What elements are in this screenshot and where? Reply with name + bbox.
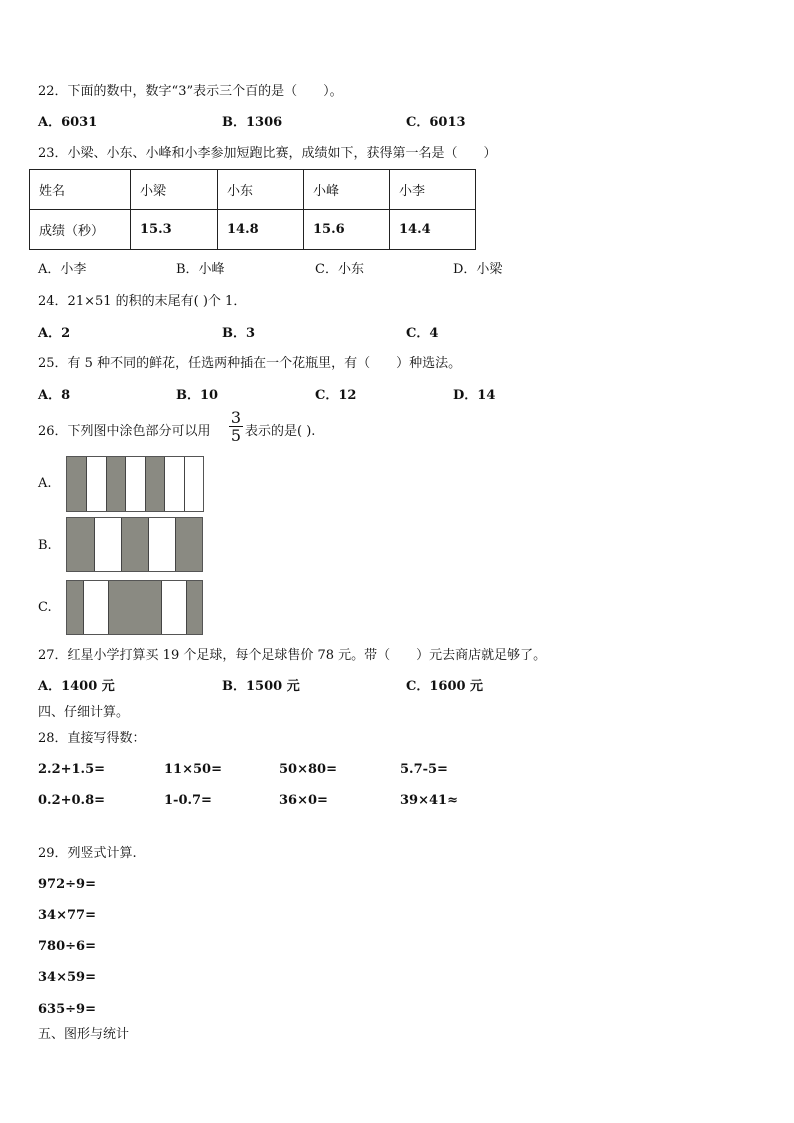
strip-divider (121, 518, 122, 571)
table-cell: 15.3 (131, 210, 218, 250)
q29-item: 34×59= (38, 970, 96, 985)
fraction-three-fifths (229, 409, 243, 444)
q25-option-b: B．10 (176, 388, 219, 403)
q24-stem: 24．21×51 的积的末尾有( )个 1． (38, 294, 247, 309)
table-row (30, 170, 476, 210)
strip-divider (83, 581, 84, 634)
q26-option-a-label: A. (38, 476, 52, 491)
strip-divider (106, 457, 107, 511)
q26-stem-suffix: 表示的是( ). (245, 424, 316, 439)
q23-option-d: D．小梁 (453, 262, 503, 277)
q22-stem: 22．下面的数中，数字“3”表示三个百的是（ ）。 (38, 84, 343, 99)
strip-divider (184, 457, 185, 511)
strip-divider (175, 518, 176, 571)
q26-figure-b (66, 517, 203, 572)
table-cell: 成绩（秒） (30, 210, 131, 250)
q26-figure-a (66, 456, 204, 512)
q27-option-b: B．1500 元 (222, 679, 300, 694)
strip-divider (161, 581, 162, 634)
q26-figure-c (66, 580, 203, 635)
strip-divider (125, 457, 126, 511)
q28-stem: 28．直接写得数： (38, 731, 146, 746)
q26-stem-prefix: 26．下列图中涂色部分可以用 (38, 424, 211, 439)
q23-option-a: A．小李 (38, 262, 87, 277)
q28-item: 50×80= (279, 762, 337, 777)
q23-option-c: C．小东 (315, 262, 364, 277)
table-cell: 小峰 (304, 170, 390, 210)
shaded-strip (108, 581, 161, 634)
q28-item: 1-0.7= (164, 793, 212, 808)
table-cell: 15.6 (304, 210, 390, 250)
fraction-numerator: 3 (230, 408, 242, 427)
q23-stem: 23．小梁、小东、小峰和小李参加短跑比赛，成绩如下，获得第一名是（ ） (38, 146, 497, 161)
q28-item: 39×41≈ (400, 793, 458, 808)
strip-divider (148, 518, 149, 571)
q29-item: 972÷9= (38, 877, 96, 892)
q26-option-c-label: C. (38, 600, 52, 615)
table-cell: 14.4 (390, 210, 476, 250)
q26-option-b-label: B. (38, 538, 52, 553)
q25-option-c: C．12 (315, 388, 357, 403)
q29-stem: 29．列竖式计算. (38, 846, 137, 861)
q23-option-b: B．小峰 (176, 262, 225, 277)
q24-option-c: C．4 (406, 326, 439, 341)
q22-option-c: C．6013 (406, 115, 466, 130)
section-5-heading: 五、图形与统计 (38, 1027, 130, 1042)
q27-option-c: C．1600 元 (406, 679, 484, 694)
shaded-strip (106, 457, 125, 511)
shaded-strip (67, 518, 94, 571)
q25-option-a: A．8 (38, 388, 71, 403)
q29-item: 780÷6= (38, 939, 96, 954)
q27-stem: 27．红星小学打算买 19 个足球，每个足球售价 78 元。带（ ）元去商店就足够了。 (38, 648, 547, 663)
q28-item: 11×50= (164, 762, 222, 777)
q28-item: 36×0= (279, 793, 328, 808)
table-row (30, 210, 476, 250)
table-cell: 小梁 (131, 170, 218, 210)
shaded-strip (121, 518, 148, 571)
shaded-strip (67, 457, 86, 511)
strip-divider (145, 457, 146, 511)
strip-divider (186, 581, 187, 634)
shaded-strip (67, 581, 83, 634)
q24-option-b: B．3 (222, 326, 256, 341)
table-cell: 14.8 (218, 210, 304, 250)
strip-divider (94, 518, 95, 571)
q25-stem: 25．有 5 种不同的鲜花，任选两种插在一个花瓶里，有（ ）种选法。 (38, 356, 462, 371)
q27-option-a: A．1400 元 (38, 679, 115, 694)
shaded-strip (145, 457, 164, 511)
fraction-denominator: 5 (230, 426, 242, 445)
strip-divider (164, 457, 165, 511)
q22-option-b: B．1306 (222, 115, 283, 130)
table-cell: 小李 (390, 170, 476, 210)
score-table (29, 169, 476, 250)
section-4-heading: 四、仔细计算。 (38, 705, 130, 720)
q28-item: 0.2+0.8= (38, 793, 106, 808)
table-cell: 姓名 (30, 170, 131, 210)
strip-divider (86, 457, 87, 511)
q22-option-a: A．6031 (38, 115, 98, 130)
strip-divider (108, 581, 109, 634)
q28-item: 5.7-5= (400, 762, 448, 777)
q28-item: 2.2+1.5= (38, 762, 106, 777)
q29-item: 34×77= (38, 908, 96, 923)
q25-option-d: D．14 (453, 388, 496, 403)
q29-item: 635÷9= (38, 1002, 96, 1017)
shaded-strip (186, 581, 202, 634)
table-cell: 小东 (218, 170, 304, 210)
shaded-strip (175, 518, 202, 571)
q24-option-a: A．2 (38, 326, 71, 341)
